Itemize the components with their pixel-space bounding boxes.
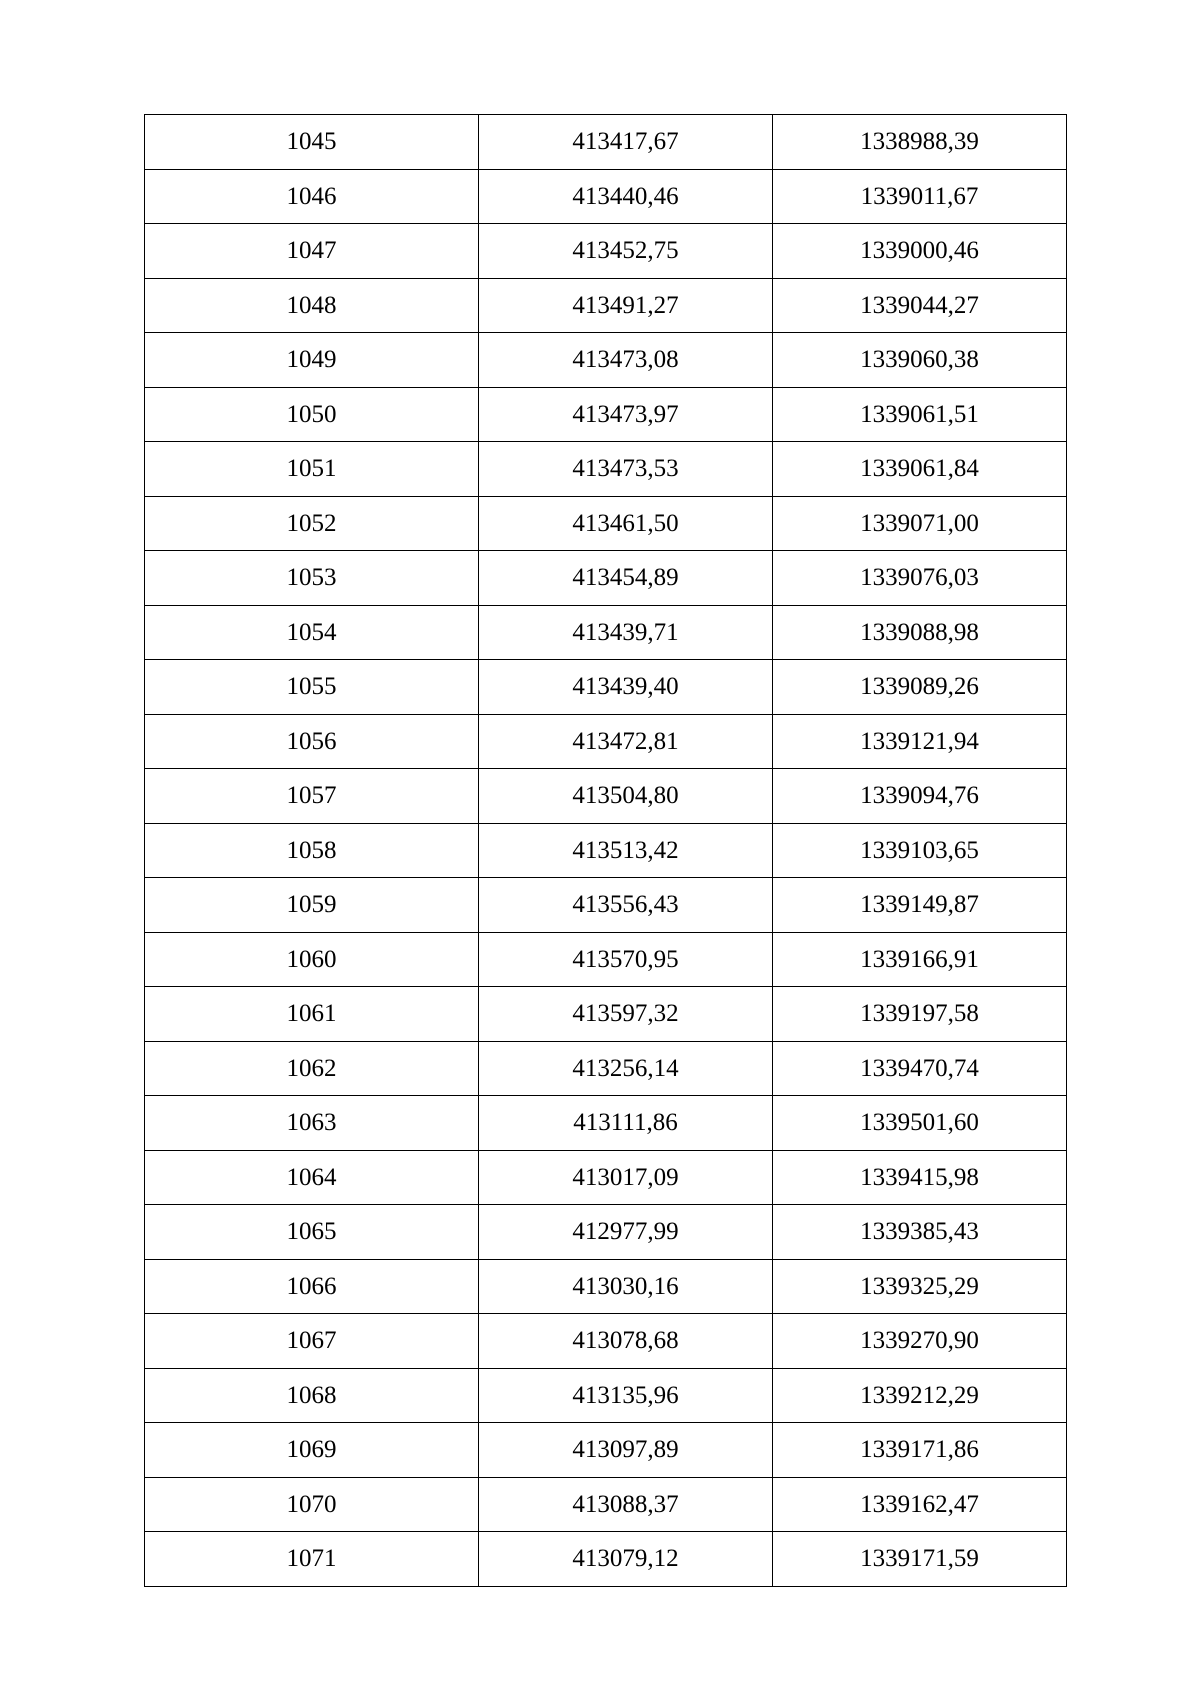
point-number-cell: 1071 [145,1532,479,1587]
table-row [145,442,1067,497]
point-number-cell: 1054 [145,605,479,660]
y-coordinate-cell: 1339149,87 [773,878,1067,933]
point-number-cell: 1047 [145,224,479,279]
x-coordinate-cell: 413491,27 [479,278,773,333]
x-coordinate-cell: 413473,08 [479,333,773,388]
table-row [145,387,1067,442]
y-coordinate-cell: 1339088,98 [773,605,1067,660]
point-number-cell: 1069 [145,1423,479,1478]
table-row [145,987,1067,1042]
table-row [145,714,1067,769]
table-row [145,823,1067,878]
y-coordinate-cell: 1339061,84 [773,442,1067,497]
x-coordinate-cell: 413079,12 [479,1532,773,1587]
y-coordinate-cell: 1339076,03 [773,551,1067,606]
y-coordinate-cell: 1339415,98 [773,1150,1067,1205]
point-number-cell: 1059 [145,878,479,933]
point-number-cell: 1058 [145,823,479,878]
table-row [145,1532,1067,1587]
y-coordinate-cell: 1339011,67 [773,169,1067,224]
point-number-cell: 1051 [145,442,479,497]
table-row [145,1150,1067,1205]
point-number-cell: 1046 [145,169,479,224]
point-number-cell: 1053 [145,551,479,606]
x-coordinate-cell: 413473,53 [479,442,773,497]
x-coordinate-cell: 413030,16 [479,1259,773,1314]
x-coordinate-cell: 413017,09 [479,1150,773,1205]
point-number-cell: 1061 [145,987,479,1042]
table-row [145,1423,1067,1478]
y-coordinate-cell: 1339000,46 [773,224,1067,279]
point-number-cell: 1066 [145,1259,479,1314]
y-coordinate-cell: 1339212,29 [773,1368,1067,1423]
x-coordinate-cell: 413452,75 [479,224,773,279]
x-coordinate-cell: 413556,43 [479,878,773,933]
x-coordinate-cell: 413256,14 [479,1041,773,1096]
table-row [145,1314,1067,1369]
x-coordinate-cell: 413597,32 [479,987,773,1042]
y-coordinate-cell: 1339044,27 [773,278,1067,333]
y-coordinate-cell: 1338988,39 [773,115,1067,170]
point-number-cell: 1063 [145,1096,479,1151]
point-number-cell: 1064 [145,1150,479,1205]
point-number-cell: 1052 [145,496,479,551]
table-row [145,333,1067,388]
table-row [145,169,1067,224]
x-coordinate-cell: 413078,68 [479,1314,773,1369]
point-number-cell: 1065 [145,1205,479,1260]
coordinates-table [144,114,1067,1587]
point-number-cell: 1070 [145,1477,479,1532]
x-coordinate-cell: 413513,42 [479,823,773,878]
table-row [145,1477,1067,1532]
point-number-cell: 1060 [145,932,479,987]
table-row [145,769,1067,824]
y-coordinate-cell: 1339270,90 [773,1314,1067,1369]
table-row [145,1041,1067,1096]
table-row [145,551,1067,606]
x-coordinate-cell: 413472,81 [479,714,773,769]
point-number-cell: 1048 [145,278,479,333]
y-coordinate-cell: 1339171,86 [773,1423,1067,1478]
point-number-cell: 1055 [145,660,479,715]
point-number-cell: 1068 [145,1368,479,1423]
table-row [145,1205,1067,1260]
y-coordinate-cell: 1339121,94 [773,714,1067,769]
x-coordinate-cell: 413454,89 [479,551,773,606]
table-row [145,496,1067,551]
table-row [145,115,1067,170]
y-coordinate-cell: 1339089,26 [773,660,1067,715]
y-coordinate-cell: 1339197,58 [773,987,1067,1042]
x-coordinate-cell: 413440,46 [479,169,773,224]
y-coordinate-cell: 1339071,00 [773,496,1067,551]
y-coordinate-cell: 1339470,74 [773,1041,1067,1096]
y-coordinate-cell: 1339060,38 [773,333,1067,388]
table-row [145,1096,1067,1151]
table-row [145,605,1067,660]
point-number-cell: 1049 [145,333,479,388]
coordinates-table-body [145,115,1067,1587]
x-coordinate-cell: 413439,71 [479,605,773,660]
table-row [145,278,1067,333]
point-number-cell: 1057 [145,769,479,824]
table-row [145,660,1067,715]
point-number-cell: 1056 [145,714,479,769]
point-number-cell: 1045 [145,115,479,170]
table-row [145,932,1067,987]
table-row [145,224,1067,279]
point-number-cell: 1062 [145,1041,479,1096]
y-coordinate-cell: 1339501,60 [773,1096,1067,1151]
y-coordinate-cell: 1339162,47 [773,1477,1067,1532]
x-coordinate-cell: 413504,80 [479,769,773,824]
y-coordinate-cell: 1339325,29 [773,1259,1067,1314]
x-coordinate-cell: 412977,99 [479,1205,773,1260]
y-coordinate-cell: 1339166,91 [773,932,1067,987]
x-coordinate-cell: 413570,95 [479,932,773,987]
y-coordinate-cell: 1339061,51 [773,387,1067,442]
y-coordinate-cell: 1339385,43 [773,1205,1067,1260]
x-coordinate-cell: 413417,67 [479,115,773,170]
y-coordinate-cell: 1339171,59 [773,1532,1067,1587]
x-coordinate-cell: 413097,89 [479,1423,773,1478]
table-row [145,1368,1067,1423]
x-coordinate-cell: 413473,97 [479,387,773,442]
y-coordinate-cell: 1339094,76 [773,769,1067,824]
x-coordinate-cell: 413135,96 [479,1368,773,1423]
point-number-cell: 1067 [145,1314,479,1369]
x-coordinate-cell: 413111,86 [479,1096,773,1151]
x-coordinate-cell: 413088,37 [479,1477,773,1532]
table-row [145,1259,1067,1314]
table-row [145,878,1067,933]
x-coordinate-cell: 413439,40 [479,660,773,715]
point-number-cell: 1050 [145,387,479,442]
x-coordinate-cell: 413461,50 [479,496,773,551]
y-coordinate-cell: 1339103,65 [773,823,1067,878]
